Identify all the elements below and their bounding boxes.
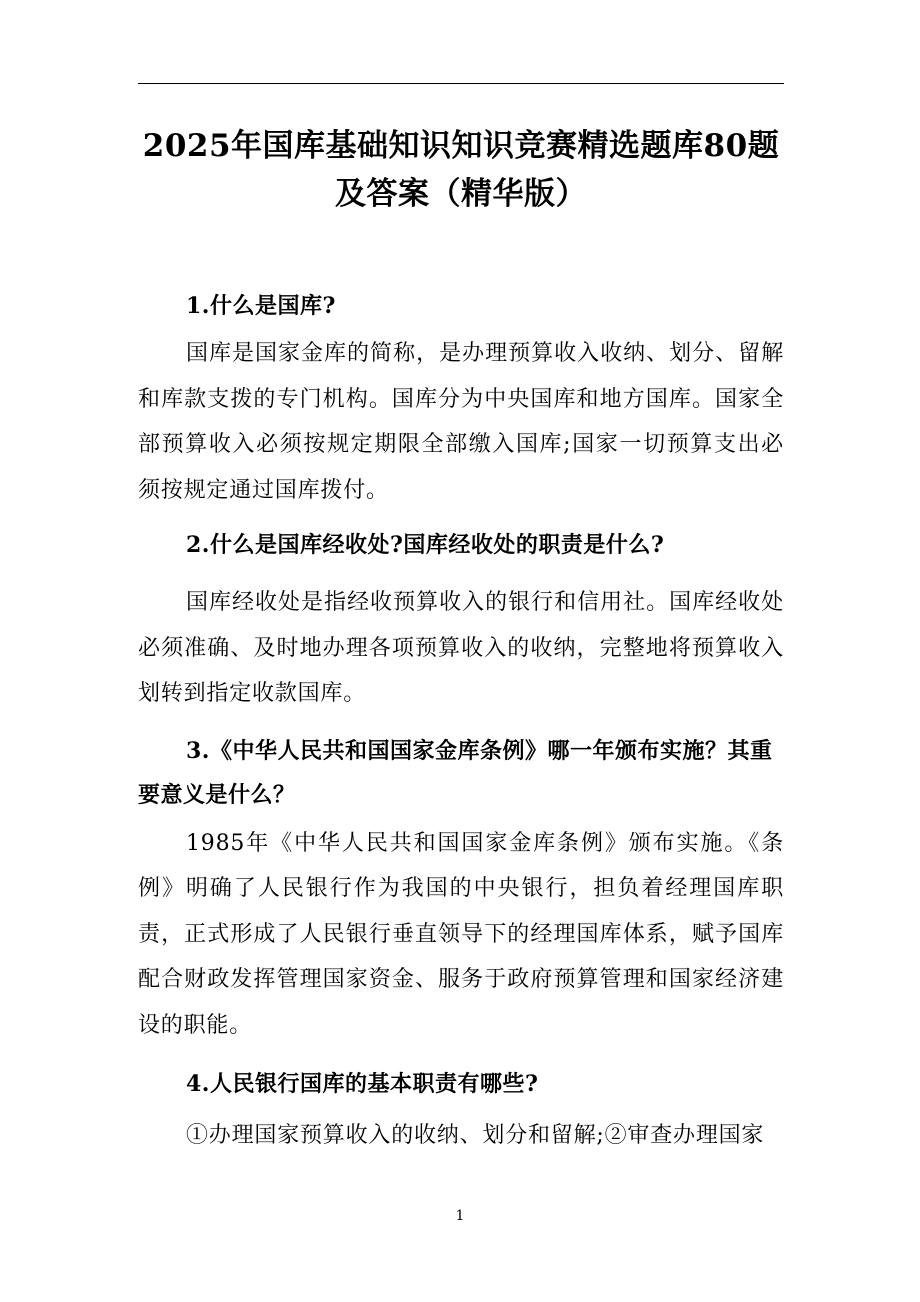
question-3: 3.《中华人民共和国国家金库条例》哪一年颁布实施？其重要意义是什么？ (138, 737, 773, 808)
document-body (138, 286, 784, 1159)
page-number: 1 (455, 1208, 465, 1224)
answer-2: 国库经收处是指经收预算收入的银行和信用社。国库经收处必须准确、及时地办理各项预算收入的收纳，完整地将预算收入划转到指定收款国库。 (138, 590, 784, 706)
header-rule (138, 83, 784, 84)
question-2: 2.什么是国库经收处?国库经收处的职责是什么? (186, 532, 665, 558)
question-1: 1.什么是国库? (186, 293, 336, 319)
answer-1: 国库是国家金库的简称，是办理预算收入收纳、划分、留解和库款支拨的专门机构。国库分为中央国库和地方国库。国家全部预算收入必须按规定期限全部缴入国库;国家一切预算支出必须按规定通过国库拨付。 (138, 341, 784, 503)
question-4: 4.人民银行国库的基本职责有哪些? (186, 1071, 539, 1097)
answer-3: 1985年《中华人民共和国国家金库条例》颁布实施。《条例》明确了人民银行作为我国的中央银行，担负着经理国库职责，正式形成了人民银行垂直领导下的经理国库体系，赋予国库配合财政发挥管理国家资金、服务于政府预算管理和国家经济建设的职能。 (138, 830, 784, 1038)
answer-4: ①办理国家预算收入的收纳、划分和留解;②审查办理国家 (186, 1123, 765, 1148)
document-title: 2025年国库基础知识知识竞赛精选题库80题及答案（精华版） (142, 128, 780, 212)
